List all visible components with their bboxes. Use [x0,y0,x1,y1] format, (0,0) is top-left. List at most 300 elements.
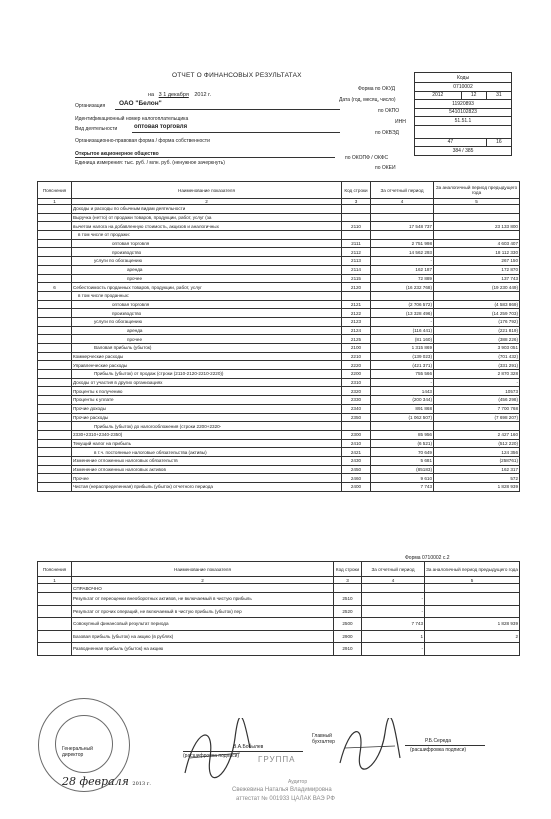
row-code: 2520 [334,605,362,618]
row-name: Валовая прибыль (убыток) [72,344,342,353]
row-current: - [371,257,434,266]
col-notes: Пояснения [38,182,72,199]
col-num-4: 4 [371,199,434,205]
row-note [38,309,72,318]
row-previous: 162 317 [434,465,520,474]
row-current: (85183) [371,465,434,474]
row-note [38,483,72,492]
inn-code: 5410102823 [415,108,512,117]
table-row [38,404,520,413]
row-previous [425,593,520,606]
row-current: - [371,317,434,326]
row-previous: 7 700 768 [434,404,520,413]
row-code: 2300 [342,430,371,439]
row-current: 17 548 737 [371,222,434,231]
row-note [38,456,72,465]
row-code: 2320 [342,387,371,396]
form-page-note: Форма 0710002 с.2 [405,555,450,561]
row-code: 2500 [334,618,362,631]
row-code: 2120 [342,283,371,292]
row-previous: 2 870 328 [434,370,520,379]
col2-name: Наименование показателя [72,562,334,577]
row-code: 2111 [342,239,371,248]
row-note [38,422,72,431]
table-row [38,205,520,214]
row-note [38,593,72,606]
col2-num-5: 5 [425,577,520,584]
row-note [38,326,72,335]
row-note [38,257,72,266]
table-row [38,396,520,405]
row-previous: 1 828 939 [425,618,520,631]
auditor-stamp-line2: Аудитор [288,779,308,785]
table-row [38,361,520,370]
row-note [38,413,72,422]
row-current: 1 [362,630,425,643]
row-code: 2110 [342,222,371,231]
director-name-line [183,751,303,752]
table-row [38,593,520,606]
org-label: Организация [75,103,106,109]
row-current: 85 956 [371,430,434,439]
row-current: 755 566 [371,370,434,379]
auditor-stamp-line3: Свежевина Наталья Владимировна [232,787,332,793]
table-row [38,448,520,457]
row-current [371,213,434,222]
row-name: Проценты к получению [72,387,342,396]
inn-code-label: ИНН [395,119,406,125]
report-date [148,92,211,98]
row-note [38,430,72,439]
row-note [38,300,72,309]
row-previous: 2 427 160 [434,430,520,439]
year-code: 2012 [415,91,462,100]
col2-current: За отчетный период [362,562,425,577]
row-code: 2100 [342,344,371,353]
col-num-1: 1 [38,199,72,205]
row-code: 2900 [334,630,362,643]
row-code: 2122 [342,309,371,318]
row-note [38,231,72,240]
row-previous [434,291,520,300]
okud-label: Форма по ОКУД [358,86,396,92]
table-row [38,344,520,353]
row-current: (13 328 496) [371,309,434,318]
row-current: - [362,593,425,606]
col2-num-3: 3 [334,577,362,584]
okved-code: 51.51.1 [415,117,512,126]
row-previous: 10573 [434,387,520,396]
row-current: 14 562 293 [371,248,434,257]
table-row [38,387,520,396]
row-current: (81 160) [371,335,434,344]
row-previous: (221 819) [434,326,520,335]
row-name: прочее [72,335,342,344]
row-previous: 23 133 800 [434,222,520,231]
row-previous: 124 356 [434,448,520,457]
row-name: Доходы и расходы по обычным видам деятельности [72,205,342,214]
row-name: услуги по обогащению [72,317,342,326]
row-note [38,465,72,474]
row-note [38,213,72,222]
row-current: (2 706 572) [371,300,434,309]
row-previous [434,213,520,222]
row-note [38,248,72,257]
blank-code [415,125,512,138]
row-previous: 137 743 [434,274,520,283]
row-code: 2910 [334,643,362,656]
row-note [38,361,72,370]
row-note [38,378,72,387]
row-previous [425,643,520,656]
okpo-label: по ОКПО [378,108,400,114]
row-name: Текущий налог на прибыль [72,439,342,448]
col2-code: Код строки [334,562,362,577]
director-caption: (расшифровка подписи) [183,753,240,759]
row-current: (421 371) [371,361,434,370]
date-label: Дата (год, месяц, число) [339,97,396,103]
row-current: - [362,643,425,656]
legal-form-underline [75,157,335,158]
row-previous: (701 432) [434,352,520,361]
row-note [38,291,72,300]
row-name: Себестоимость проданных товаров, продукции, работ, услуг [72,283,342,292]
row-name: Результат от переоценки внеоборотных активов, не включаемый в чистую прибыль [72,593,334,606]
okud-code: 0710002 [415,83,512,92]
row-previous: 1 828 939 [434,483,520,492]
row-note [38,584,72,593]
signing-date [62,775,151,788]
row-name: оптовая торговля [72,300,342,309]
row-previous: (388 226) [434,335,520,344]
row-name: СПРАВОЧНО [72,584,334,593]
row-previous [434,231,520,240]
table-row [38,283,520,292]
director-label: Генеральный директор [62,746,93,758]
row-name: Управленческие расходы [72,361,342,370]
row-note [38,317,72,326]
table-row [38,265,520,274]
table-row [38,352,520,361]
row-code: 2113 [342,257,371,266]
row-current: 2 751 998 [371,239,434,248]
row-previous: (456 298) [434,396,520,405]
accountant-name-line [405,745,485,746]
row-current: - [362,605,425,618]
okopf-code: 47 [415,138,487,147]
accountant-caption: (расшифровка подписи) [410,747,467,753]
row-name: Прочие доходы [72,404,342,413]
row-code: 2330 [342,396,371,405]
row-current: (16 232 768) [371,283,434,292]
row-current: (6 521) [371,439,434,448]
table-row [38,231,520,240]
col2-num-1: 1 [38,577,72,584]
col-num-5: 5 [434,199,520,205]
row-name: Изменение отложенных налоговых активов [72,465,342,474]
row-code: 2121 [342,300,371,309]
company-seal-inner [55,715,113,773]
row-name: производство [72,248,342,257]
row-current: 70 649 [371,448,434,457]
okei-code: 384 / 385 [415,147,512,156]
col-code: Код строки [342,182,371,199]
table-row [38,370,520,379]
row-code [342,213,371,222]
table-row [38,222,520,231]
row-previous: (14 259 703) [434,309,520,318]
table-row [38,378,520,387]
row-note [38,630,72,643]
row-code: 2112 [342,248,371,257]
table-row [38,248,520,257]
row-previous [425,605,520,618]
table-row [38,335,520,344]
row-code [342,231,371,240]
row-name: вычетом налога на добавленную стоимость, акцизов и аналогичных [72,222,342,231]
row-previous: 18 112 330 [434,248,520,257]
row-note [38,448,72,457]
col2-num-4: 4 [362,577,425,584]
row-note [38,222,72,231]
col-num-2: 2 [72,199,342,205]
okopf-label: по ОКОПФ / ОКФС [345,155,389,161]
org-name: ОАО "Белон" [119,100,162,107]
row-name: Прочие расходы [72,413,342,422]
row-code: 2460 [342,474,371,483]
row-current [371,291,434,300]
row-name: в том числе проданных: [72,291,342,300]
row-previous: (512 220) [434,439,520,448]
okpo-code: 11920893 [415,100,512,109]
row-name: услуги по обогащению [72,257,342,266]
legal-form-value: Открытое акционерное общество [75,151,159,157]
table-row [38,465,520,474]
col2-num-2: 2 [72,577,334,584]
row-code [342,205,371,214]
row-name: аренда [72,326,342,335]
table-row [38,309,520,318]
row-code: 2124 [342,326,371,335]
row-name: производство [72,309,342,318]
row-note [38,370,72,379]
table-row [38,630,520,643]
signing-date-year: 2013 г. [132,781,151,787]
col-name: Наименование показателя [72,182,342,199]
table-row [38,439,520,448]
financial-results-table [37,181,520,492]
row-previous: (176 792) [434,317,520,326]
row-note [38,205,72,214]
unit-label: Единица измерения: тыс. руб. / млн. руб. (ненужное зачеркнуть) [75,160,225,166]
row-code [334,584,362,593]
row-name: Изменение отложенных налоговых обязательств [72,456,342,465]
row-note [38,335,72,344]
row-code: 2115 [342,274,371,283]
okved-label: по ОКВЭД [375,130,399,136]
row-current: 162 187 [371,265,434,274]
director-name: В.А.Бобылев [233,744,264,750]
table-row [38,326,520,335]
table-row [38,291,520,300]
inn-label: Идентификационный номер налогоплательщика [75,116,189,122]
signing-date-handwritten: 28 февраля [62,775,129,788]
row-code: 2350 [342,413,371,422]
table-row [38,422,520,431]
row-note [38,474,72,483]
row-current: 1443 [371,387,434,396]
col-current: За отчетный период [371,182,434,199]
row-name: оптовая торговля [72,239,342,248]
row-previous: 2 [425,630,520,643]
activity-value: оптовая торговля [134,124,188,130]
row-note [38,605,72,618]
row-code: 2125 [342,335,371,344]
row-current: (1 062 507) [371,413,434,422]
row-name: Доходы от участия в других организациях [72,378,342,387]
table-row [38,643,520,656]
row-note [38,265,72,274]
row-note: 6 [38,283,72,292]
table-row [38,483,520,492]
row-current: - [371,378,434,387]
row-code: 2450 [342,465,371,474]
row-note [38,396,72,405]
row-name: в т.ч. постоянные налоговые обязательства (активы) [72,448,342,457]
table-row [38,430,520,439]
row-previous: (7 698 207) [434,413,520,422]
row-current: 7 743 [362,618,425,631]
row-previous: - [434,378,520,387]
row-note [38,387,72,396]
row-code: 2310 [342,378,371,387]
row-code: 2421 [342,448,371,457]
table-row [38,239,520,248]
legal-form-label: Организационно-правовая форма / форма собственности [75,138,210,144]
row-current: (200 344) [371,396,434,405]
row-current: 72 889 [371,274,434,283]
date-prefix: на [148,92,155,98]
date-year: 2012 [194,92,207,98]
row-code: 2340 [342,404,371,413]
row-note [38,404,72,413]
row-note [38,274,72,283]
row-name: Разводненная прибыль (убыток) на акцию [72,643,334,656]
row-current [371,231,434,240]
row-note [38,352,72,361]
row-name: Совокупный финансовый результат периода [72,618,334,631]
col-previous: За аналогичный период предыдущего года [434,182,520,199]
row-current [371,422,434,431]
col2-notes: Пояснения [38,562,72,577]
table-row [38,584,520,593]
row-note [38,643,72,656]
okei-label: по ОКЕИ [375,165,396,171]
row-previous: 172 870 [434,265,520,274]
row-name: 2330+2310+2340-2350) [72,430,342,439]
table-row [38,605,520,618]
table-row [38,456,520,465]
row-current: 7 743 [371,483,434,492]
accountant-signature [335,718,405,778]
row-current: 9 610 [371,474,434,483]
row-previous: (258761) [434,456,520,465]
day-code: 31 [486,91,511,100]
row-name: Прибыль (убыток) до налогообложения (строки 2200+2320- [72,422,342,431]
row-code: 2114 [342,265,371,274]
codes-header: Коды [415,73,512,83]
row-code: 2510 [334,593,362,606]
row-current: 1 315 869 [371,344,434,353]
month-code: 12 [461,91,486,100]
row-code: 2200 [342,370,371,379]
okfs-code: 16 [486,138,511,147]
row-current: (139 023) [371,352,434,361]
row-name: Выручка (нетто) от продажи товаров, продукции, работ, услуг (за [72,213,342,222]
row-code [342,291,371,300]
table-row [38,213,520,222]
row-name: Проценты к уплате [72,396,342,405]
row-name: аренда [72,265,342,274]
row-previous: (331 291) [434,361,520,370]
row-name: Прибыль (убыток) от продаж (строки (2110-2120-2210-2220)) [72,370,342,379]
report-title: ОТЧЕТ О ФИНАНСОВЫХ РЕЗУЛЬТАТАХ [172,72,302,79]
codes-table [414,72,512,156]
row-note [38,618,72,631]
row-name: Прочее [72,474,342,483]
table-row [38,413,520,422]
row-current [362,584,425,593]
col-num-3: 3 [342,199,371,205]
row-previous: (19 230 449) [434,283,520,292]
row-note [38,344,72,353]
date-day: 3 1 декабря [158,92,189,98]
row-code: 2210 [342,352,371,361]
row-previous: 3 903 051 [434,344,520,353]
row-code [342,422,371,431]
row-code: 2430 [342,456,371,465]
table-row [38,300,520,309]
row-name: в том числе от продажи: [72,231,342,240]
accountant-name: Р.Б.Середа [425,738,451,744]
row-previous: 4 603 407 [434,239,520,248]
row-name: Коммерческие расходы [72,352,342,361]
table-row [38,257,520,266]
row-name: прочее [72,274,342,283]
date-suffix: г. [208,92,211,98]
row-name: Базовая прибыль (убыток) на акцию (в рублях) [72,630,334,643]
row-note [38,439,72,448]
col2-previous: За аналогичный период предыдущего года [425,562,520,577]
row-code: 2400 [342,483,371,492]
row-code: 2410 [342,439,371,448]
row-name: Чистая (нераспределенная) прибыль (убыток) отчетного периода [72,483,342,492]
row-current: 5 681 [371,456,434,465]
table-row [38,274,520,283]
row-previous [434,205,520,214]
auditor-stamp-line4: аттестат № 001933 ЦАЛАК ВАЭ РФ [236,796,335,802]
row-code: 2123 [342,317,371,326]
auditor-stamp-line1: ГРУППА [258,755,296,764]
row-previous: 267 150 [434,257,520,266]
table-row [38,317,520,326]
table-row [38,618,520,631]
row-current: 891 868 [371,404,434,413]
row-code: 2220 [342,361,371,370]
row-current [371,205,434,214]
row-previous [434,422,520,431]
accountant-label: Главный бухгалтер [312,733,335,745]
